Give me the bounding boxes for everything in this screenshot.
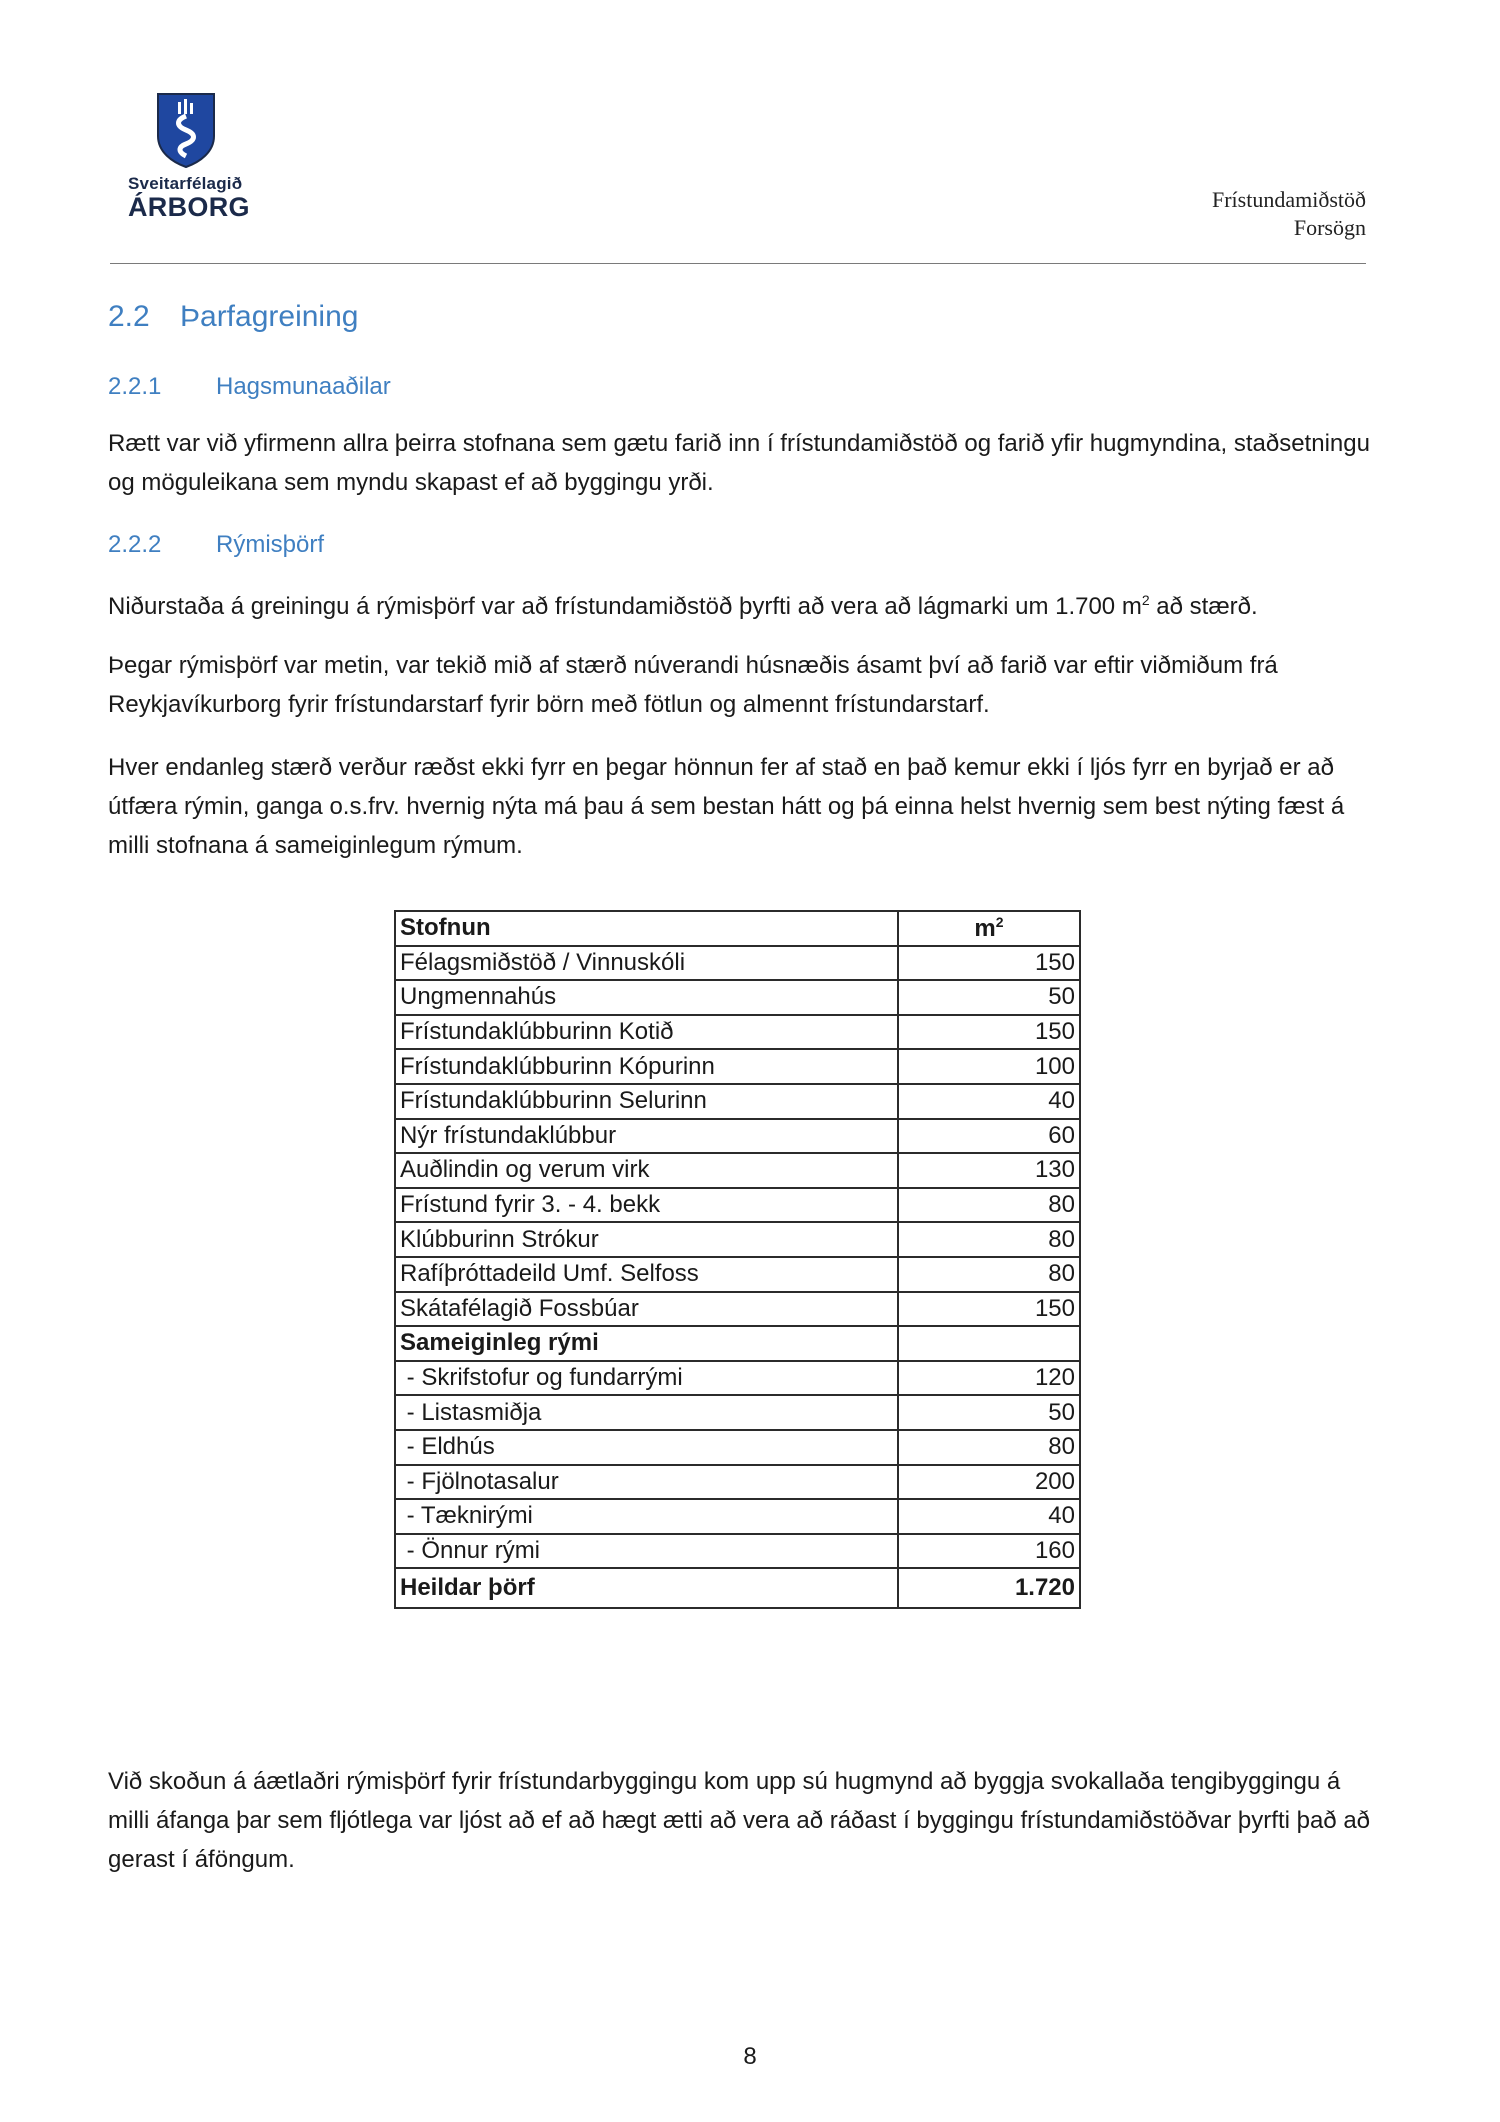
total-value: 1.720 [898,1568,1080,1608]
table-row [395,1395,1080,1430]
table-row [395,1361,1080,1396]
table-total-row [395,1568,1080,1608]
row-label: Frístundaklúbburinn Kópurinn [395,1049,898,1084]
row-label: - Eldhús [395,1430,898,1465]
stakeholders-paragraph: Rætt var við yfirmenn allra þeirra stofnana sem gætu farið inn í frístundamiðstöð og farið yfir hugmyndina, staðsetningu og möguleikana sem myndu skapast ef að byggingu yrði. [108,430,1370,496]
row-value: 80 [898,1430,1080,1465]
row-label: Frístund fyrir 3. - 4. bekk [395,1188,898,1223]
row-label: - Tæknirými [395,1499,898,1534]
org-name-line2: ÁRBORG [128,192,250,222]
row-label: Klúbburinn Strókur [395,1222,898,1257]
row-label: Nýr frístundaklúbbur [395,1119,898,1154]
section-number: 2.2 [108,300,150,333]
subsection-number: 2.2.1 [108,373,162,400]
closing-paragraph: Við skoðun á áætlaðri rýmisþörf fyrir frístundarbyggingu kom upp sú hugmynd að byggja svokallaða tengibyggingu á milli áfanga þar sem fljótlega var ljóst að ef að hægt ætti að vera að ráðast í byggingu frístundamiðstöðvar þyrfti það að gerast í áföngum. [108,1768,1371,1873]
row-value: 130 [898,1153,1080,1188]
table-row [395,946,1080,981]
column-header-area: $m^2$ [898,911,1080,946]
row-value: 160 [898,1534,1080,1569]
row-value: 150 [898,1292,1080,1327]
row-label: - Listasmiðja [395,1395,898,1430]
row-label: Skátafélagið Fossbúar [395,1292,898,1327]
subsection-number: 2.2.2 [108,531,162,558]
row-label: - Skrifstofur og fundarrými [395,1361,898,1396]
final-size-paragraph: Hver endanleg stærð verður ræðst ekki fyrr en þegar hönnun fer af stað en það kemur ekki í ljós fyrr en byrjað er að útfæra rýmin, ganga o.s.frv. hvernig nýta má þau á sem bestan hátt og þá einna helst hvernig sem best nýting fæst á milli stofnana á sameiginlegum rýmum. [108,754,1345,859]
subsection-title: Hagsmunaaðilar [216,373,391,400]
row-value: 50 [898,980,1080,1015]
table-row [395,980,1080,1015]
table-row [395,1534,1080,1569]
organization-logo [128,92,288,220]
table-row [395,1326,1080,1361]
section-title: Þarfagreining [180,300,359,333]
row-label: Rafíþróttadeild Umf. Selfoss [395,1257,898,1292]
table-row [395,1222,1080,1257]
running-header [1212,186,1366,242]
row-value: 120 [898,1361,1080,1396]
row-label: Auðlindin og verum virk [395,1153,898,1188]
table-row [395,1430,1080,1465]
doc-subtitle: Forsögn [1293,215,1366,240]
row-value [898,1326,1080,1361]
row-label: Frístundaklúbburinn Selurinn [395,1084,898,1119]
table-row [395,1257,1080,1292]
row-label: Félagsmiðstöð / Vinnuskóli [395,946,898,981]
row-value: 50 [898,1395,1080,1430]
subsection-title: Rýmisþörf [216,531,325,558]
table-row [395,1188,1080,1223]
subsection-heading-1 [108,373,391,401]
table-row [395,1015,1080,1050]
row-value: 150 [898,1015,1080,1050]
subsection-heading-2 [108,531,324,559]
row-value: 150 [898,946,1080,981]
row-label: - Fjölnotasalur [395,1465,898,1500]
table-row [395,1465,1080,1500]
row-value: 40 [898,1499,1080,1534]
column-header-institution: Stofnun [395,911,898,946]
org-name-line1: Sveitarfélagið [128,174,243,193]
space-result-paragraph: Niðurstaða á greiningu á rýmisþörf var að frístundamiðstöð þyrfti að vera að lágmarki um 1.700 $m^2$ að stærð. [108,592,1258,620]
row-value: 80 [898,1257,1080,1292]
header-divider [110,263,1366,264]
table-row [395,1292,1080,1327]
row-value: 200 [898,1465,1080,1500]
coat-of-arms-icon [156,92,216,168]
row-label: - Önnur rými [395,1534,898,1569]
table-row [395,1119,1080,1154]
assessment-paragraph: Þegar rýmisþörf var metin, var tekið mið af stærð núverandi húsnæðis ásamt því að farið var eftir viðmiðum frá Reykjavíkurborg fyrir frístundarstarf fyrir börn með fötlun og almennt frístundarstarf. [108,652,1278,718]
table-row [395,1153,1080,1188]
table-row [395,1499,1080,1534]
row-value: 80 [898,1188,1080,1223]
row-label: Ungmennahús [395,980,898,1015]
doc-title: Frístundamiðstöð [1211,187,1366,212]
total-label: Heildar þörf [395,1568,898,1608]
row-value: 60 [898,1119,1080,1154]
page-number: 8 [743,2043,757,2070]
space-requirements-table [394,910,1081,1609]
row-value: 40 [898,1084,1080,1119]
table-row [395,1049,1080,1084]
table-row [395,1084,1080,1119]
row-value: 100 [898,1049,1080,1084]
row-label: Sameiginleg rými [395,1326,898,1361]
row-value: 80 [898,1222,1080,1257]
row-label: Frístundaklúbburinn Kotið [395,1015,898,1050]
table-header-row [395,911,1080,946]
section-heading [108,300,358,334]
